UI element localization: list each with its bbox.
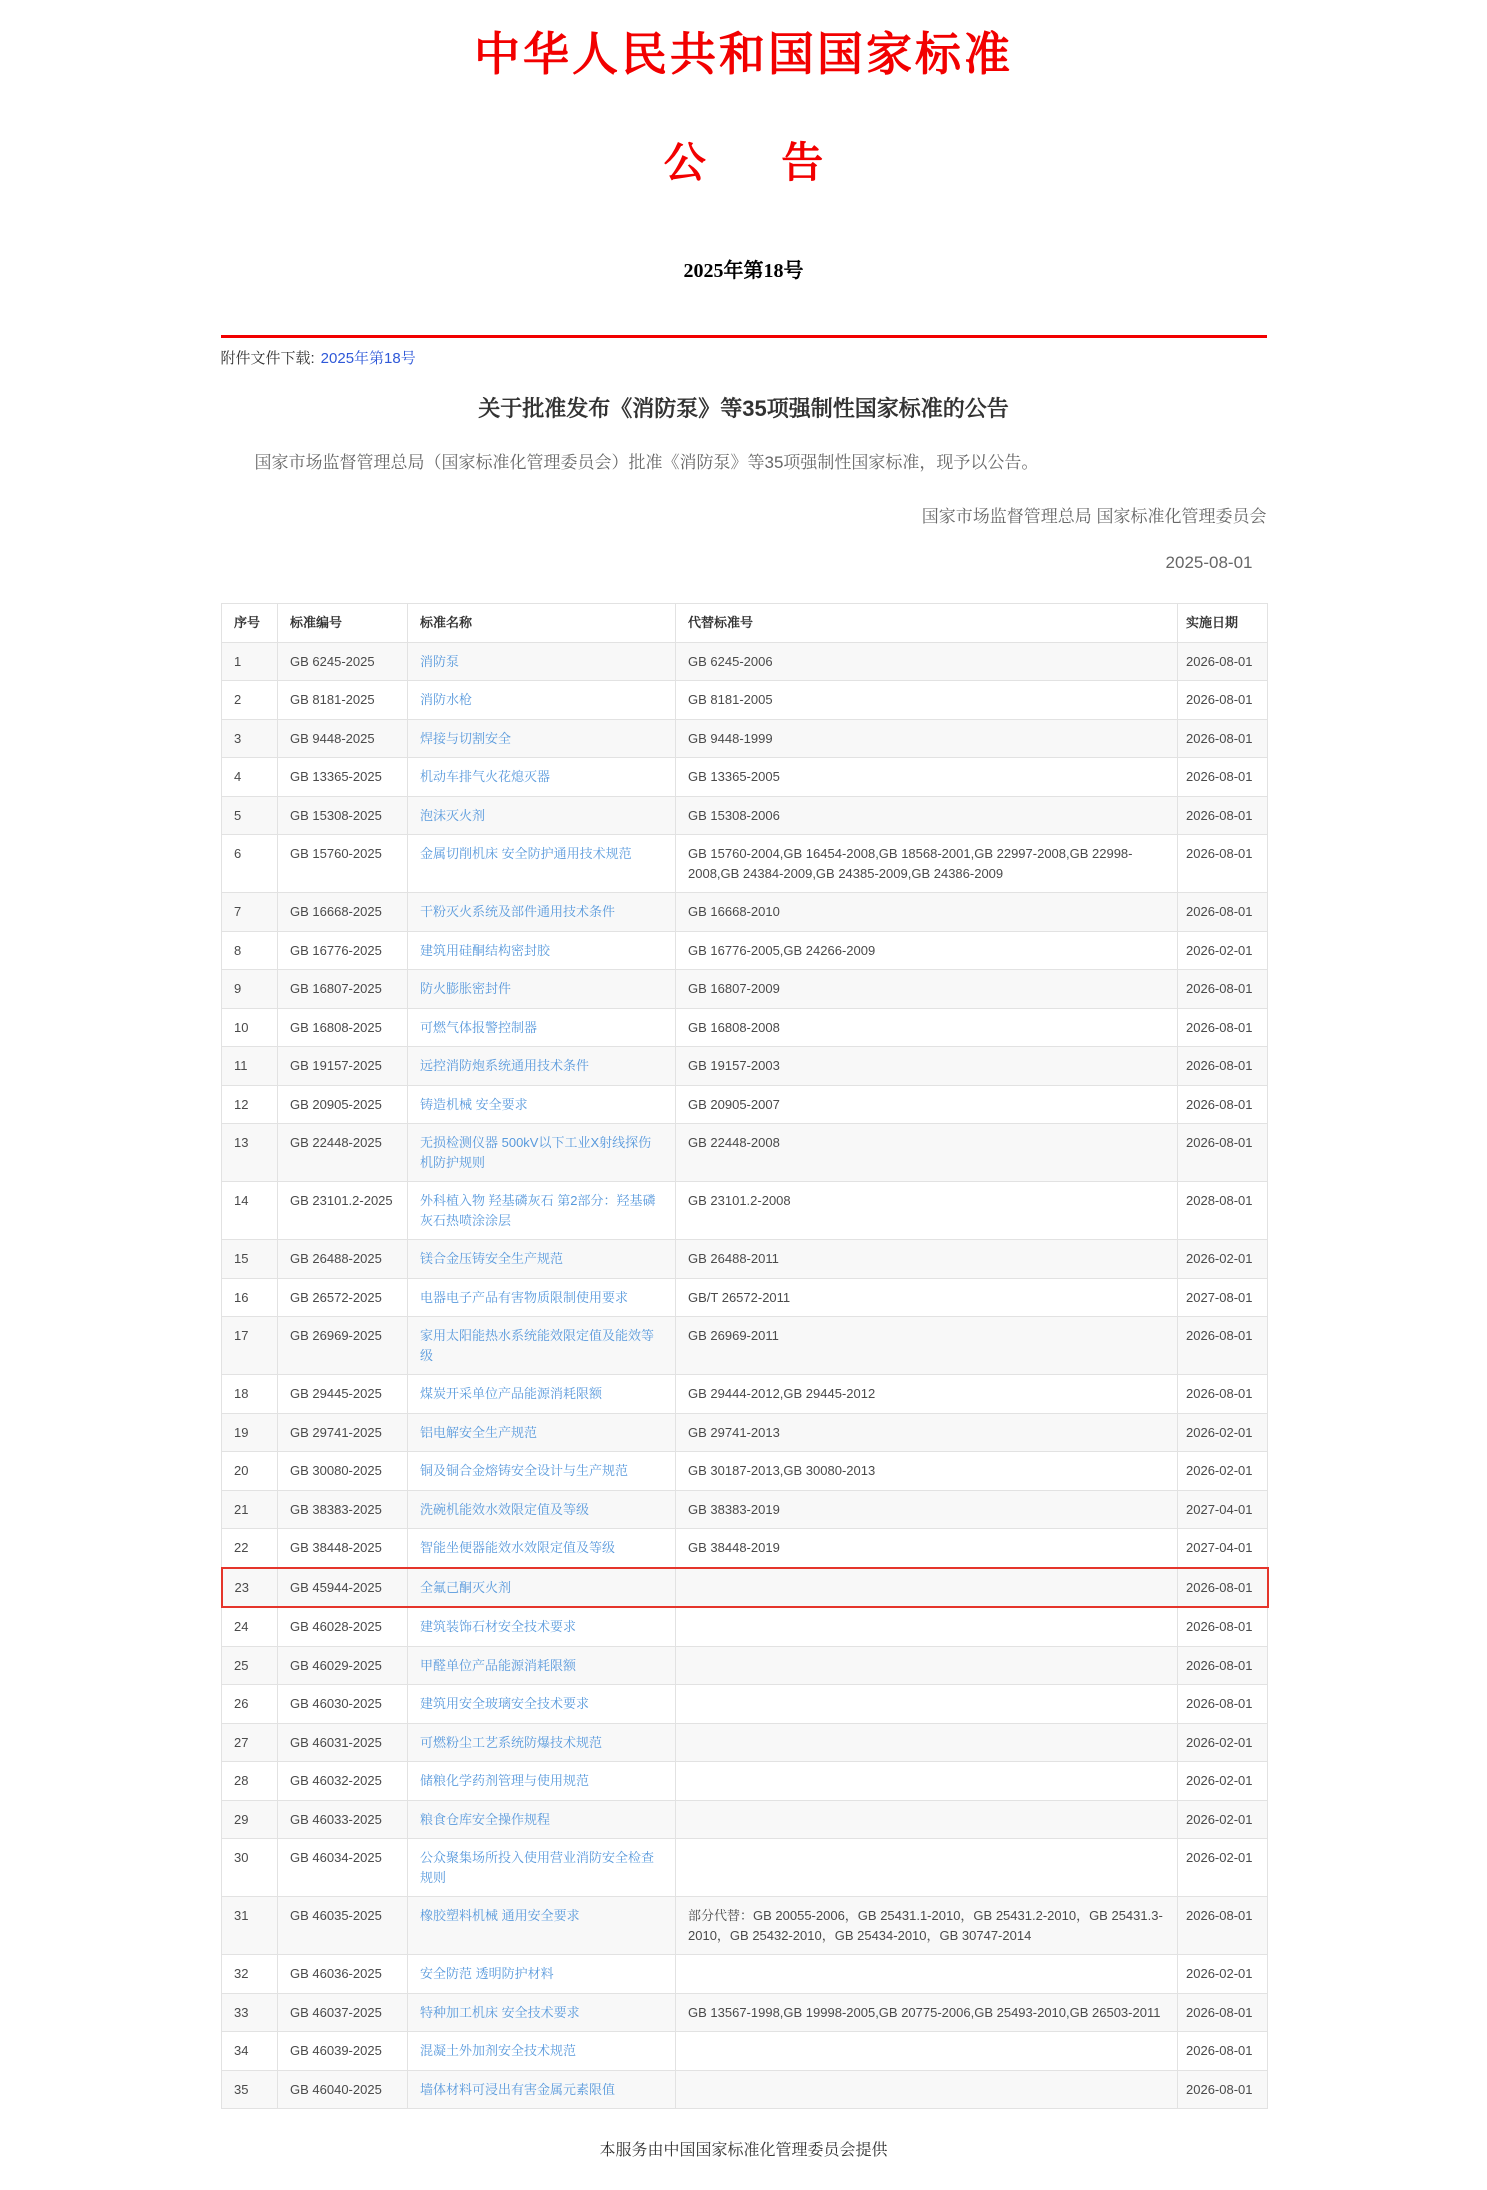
standard-name-cell <box>408 1182 676 1240</box>
implementation-date-cell: 2026-08-01 <box>1178 835 1268 893</box>
replaced-standard-cell: GB 29741-2013 <box>676 1413 1178 1452</box>
standards-table <box>221 603 1269 2109</box>
table-row <box>222 1800 1268 1839</box>
row-number-cell: 17 <box>222 1317 278 1375</box>
row-number-cell: 3 <box>222 719 278 758</box>
implementation-date-cell: 2026-02-01 <box>1178 1452 1268 1491</box>
table-row <box>222 1607 1268 1646</box>
standard-name-cell <box>408 719 676 758</box>
standard-code-cell: GB 16808-2025 <box>278 1008 408 1047</box>
row-number-cell: 31 <box>222 1897 278 1955</box>
row-number-cell: 35 <box>222 2070 278 2109</box>
standard-name-cell <box>408 970 676 1009</box>
standard-name-cell <box>408 1839 676 1897</box>
standard-code-cell: GB 46029-2025 <box>278 1646 408 1685</box>
implementation-date-cell: 2026-08-01 <box>1178 1993 1268 2032</box>
table-row <box>222 1317 1268 1375</box>
table-header-row <box>222 604 1268 643</box>
replaced-standard-cell <box>676 1723 1178 1762</box>
table-row <box>222 1490 1268 1529</box>
standard-name-link[interactable]: 电器电子产品有害物质限制使用要求 <box>420 1289 629 1305</box>
page-subtitle: 公告 <box>663 141 899 187</box>
table-row <box>222 1762 1268 1801</box>
table-row <box>222 642 1268 681</box>
standard-name-cell <box>408 1490 676 1529</box>
standard-name-link[interactable]: 消防泵 <box>420 653 460 669</box>
column-header-name: 标准名称 <box>408 604 676 643</box>
implementation-date-cell: 2026-08-01 <box>1178 893 1268 932</box>
standard-name-link[interactable]: 全氟己酮灭火剂 <box>420 1579 512 1595</box>
divider-rule <box>221 335 1267 338</box>
standard-name-link[interactable]: 可燃粉尘工艺系统防爆技术规范 <box>420 1734 603 1750</box>
row-number-cell: 7 <box>222 893 278 932</box>
standard-name-link[interactable]: 防火膨胀密封件 <box>420 981 512 997</box>
row-number-cell: 20 <box>222 1452 278 1491</box>
replaced-standard-cell: GB 26488-2011 <box>676 1240 1178 1279</box>
standard-name-cell <box>408 1375 676 1414</box>
standard-name-link[interactable]: 干粉灭火系统及部件通用技术条件 <box>420 904 616 920</box>
implementation-date-cell: 2026-08-01 <box>1178 2032 1268 2071</box>
replaced-standard-cell: GB 6245-2006 <box>676 642 1178 681</box>
implementation-date-cell: 2026-08-01 <box>1178 796 1268 835</box>
replaced-standard-cell: GB 19157-2003 <box>676 1047 1178 1086</box>
standard-name-cell <box>408 1529 676 1568</box>
standard-code-cell: GB 20905-2025 <box>278 1085 408 1124</box>
table-row <box>222 2032 1268 2071</box>
column-header-code: 标准编号 <box>278 604 408 643</box>
replaced-standard-cell: GB 16807-2009 <box>676 970 1178 1009</box>
row-number-cell: 13 <box>222 1124 278 1182</box>
standard-name-link[interactable]: 机动车排气火花熄灭器 <box>420 769 551 785</box>
row-number-cell: 32 <box>222 1955 278 1994</box>
standard-name-link[interactable]: 铸造机械 安全要求 <box>420 1096 528 1112</box>
replaced-standard-cell <box>676 2070 1178 2109</box>
implementation-date-cell: 2026-08-01 <box>1178 1607 1268 1646</box>
row-number-cell: 4 <box>222 758 278 797</box>
standard-name-link[interactable]: 特种加工机床 安全技术要求 <box>420 2004 580 2020</box>
table-row <box>222 1413 1268 1452</box>
table-row <box>222 1993 1268 2032</box>
standard-name-link[interactable]: 建筑装饰石材安全技术要求 <box>420 1619 577 1635</box>
column-header-replaces: 代替标准号 <box>676 604 1178 643</box>
standard-name-link[interactable]: 粮食仓库安全操作规程 <box>420 1811 551 1827</box>
implementation-date-cell: 2026-02-01 <box>1178 1413 1268 1452</box>
standard-name-cell <box>408 1955 676 1994</box>
standard-code-cell: GB 46035-2025 <box>278 1897 408 1955</box>
row-number-cell: 11 <box>222 1047 278 1086</box>
replaced-standard-cell: GB 29444-2012,GB 29445-2012 <box>676 1375 1178 1414</box>
standard-name-link[interactable]: 金属切削机床 安全防护通用技术规范 <box>420 846 632 862</box>
implementation-date-cell: 2026-08-01 <box>1178 970 1268 1009</box>
replaced-standard-cell: GB 13567-1998,GB 19998-2005,GB 20775-2006,GB 25493-2010,GB 26503-2011 <box>676 1993 1178 2032</box>
table-row <box>222 1955 1268 1994</box>
standard-code-cell: GB 9448-2025 <box>278 719 408 758</box>
table-row <box>222 1375 1268 1414</box>
table-row <box>222 681 1268 720</box>
standard-name-link[interactable]: 铝电解安全生产规范 <box>420 1424 538 1440</box>
standard-name-cell <box>408 1413 676 1452</box>
standard-name-cell <box>408 835 676 893</box>
row-number-cell: 10 <box>222 1008 278 1047</box>
table-row <box>222 931 1268 970</box>
row-number-cell: 16 <box>222 1278 278 1317</box>
standard-code-cell: GB 46030-2025 <box>278 1685 408 1724</box>
table-row <box>222 719 1268 758</box>
standard-name-cell <box>408 1047 676 1086</box>
standard-name-link[interactable]: 储粮化学药剂管理与使用规范 <box>420 1773 590 1789</box>
standard-name-cell <box>408 796 676 835</box>
table-row <box>222 758 1268 797</box>
standard-name-cell <box>408 1085 676 1124</box>
replaced-standard-cell: GB 16776-2005,GB 24266-2009 <box>676 931 1178 970</box>
replaced-standard-cell: GB 23101.2-2008 <box>676 1182 1178 1240</box>
row-number-cell: 6 <box>222 835 278 893</box>
standard-name-link[interactable]: 甲醛单位产品能源消耗限额 <box>420 1657 577 1673</box>
implementation-date-cell: 2026-08-01 <box>1178 1124 1268 1182</box>
standard-name-link[interactable]: 智能坐便器能效水效限定值及等级 <box>420 1540 616 1556</box>
table-row <box>222 1529 1268 1568</box>
standard-name-link[interactable]: 公众聚集场所投入使用营业消防安全检查规则 <box>420 1850 655 1885</box>
table-row <box>222 970 1268 1009</box>
implementation-date-cell: 2026-08-01 <box>1178 719 1268 758</box>
standard-code-cell: GB 46040-2025 <box>278 2070 408 2109</box>
row-number-cell: 9 <box>222 970 278 1009</box>
standard-name-link[interactable]: 消防水枪 <box>420 692 473 708</box>
page-content <box>221 0 1267 2160</box>
standard-name-link[interactable]: 泡沫灭火剂 <box>420 807 486 823</box>
standard-name-cell <box>408 1568 676 1608</box>
table-row <box>222 1646 1268 1685</box>
replaced-standard-cell <box>676 1646 1178 1685</box>
row-number-cell: 5 <box>222 796 278 835</box>
row-number-cell: 28 <box>222 1762 278 1801</box>
standard-name-link[interactable]: 建筑用硅酮结构密封胶 <box>420 942 551 958</box>
replaced-standard-cell: 部分代替：GB 20055-2006，GB 25431.1-2010，GB 25431.2-2010，GB 25431.3-2010，GB 25432-2010，GB 25434-2010，GB 30747-2014 <box>676 1897 1178 1955</box>
standard-name-cell <box>408 1008 676 1047</box>
row-number-cell: 30 <box>222 1839 278 1897</box>
standard-code-cell: GB 23101.2-2025 <box>278 1182 408 1240</box>
attachment-row <box>221 347 1267 368</box>
standard-name-cell <box>408 1240 676 1279</box>
standard-code-cell: GB 16807-2025 <box>278 970 408 1009</box>
standard-name-cell <box>408 2032 676 2071</box>
table-row <box>222 1723 1268 1762</box>
page-title: 中华人民共和国国家标准 <box>474 29 1013 80</box>
replaced-standard-cell: GB 38383-2019 <box>676 1490 1178 1529</box>
standard-code-cell: GB 26572-2025 <box>278 1278 408 1317</box>
implementation-date-cell: 2026-02-01 <box>1178 931 1268 970</box>
implementation-date-cell: 2026-08-01 <box>1178 1085 1268 1124</box>
footer-note: 本服务由中国国家标准化管理委员会提供 <box>599 2142 888 2160</box>
standard-code-cell: GB 29741-2025 <box>278 1413 408 1452</box>
replaced-standard-cell: GB 22448-2008 <box>676 1124 1178 1182</box>
implementation-date-cell: 2026-02-01 <box>1178 1240 1268 1279</box>
implementation-date-cell: 2027-08-01 <box>1178 1278 1268 1317</box>
replaced-standard-cell: GB/T 26572-2011 <box>676 1278 1178 1317</box>
standard-name-link[interactable]: 橡胶塑料机械 通用安全要求 <box>420 1908 580 1924</box>
replaced-standard-cell <box>676 1800 1178 1839</box>
standard-code-cell: GB 46031-2025 <box>278 1723 408 1762</box>
standard-code-cell: GB 6245-2025 <box>278 642 408 681</box>
standard-code-cell: GB 15308-2025 <box>278 796 408 835</box>
row-number-cell: 2 <box>222 681 278 720</box>
standard-name-link[interactable]: 镁合金压铸安全生产规范 <box>420 1251 564 1267</box>
standard-code-cell: GB 22448-2025 <box>278 1124 408 1182</box>
standard-code-cell: GB 30080-2025 <box>278 1452 408 1491</box>
row-number-cell: 29 <box>222 1800 278 1839</box>
standard-name-link[interactable]: 安全防范 透明防护材料 <box>420 1966 554 1982</box>
standard-name-cell <box>408 1317 676 1375</box>
standard-code-cell: GB 45944-2025 <box>278 1568 408 1608</box>
replaced-standard-cell: GB 20905-2007 <box>676 1085 1178 1124</box>
table-row <box>222 1182 1268 1240</box>
standard-name-link[interactable]: 建筑用安全玻璃安全技术要求 <box>420 1696 590 1712</box>
implementation-date-cell: 2027-04-01 <box>1178 1490 1268 1529</box>
row-number-cell: 12 <box>222 1085 278 1124</box>
table-row <box>222 1240 1268 1279</box>
table-row <box>222 1047 1268 1086</box>
standard-code-cell: GB 46034-2025 <box>278 1839 408 1897</box>
replaced-standard-cell: GB 9448-1999 <box>676 719 1178 758</box>
standard-name-cell <box>408 1646 676 1685</box>
standard-code-cell: GB 26488-2025 <box>278 1240 408 1279</box>
standard-name-link[interactable]: 铜及铜合金熔铸安全设计与生产规范 <box>420 1463 629 1479</box>
replaced-standard-cell: GB 30187-2013,GB 30080-2013 <box>676 1452 1178 1491</box>
standard-name-link[interactable]: 煤炭开采单位产品能源消耗限额 <box>420 1386 603 1402</box>
implementation-date-cell: 2026-08-01 <box>1178 1375 1268 1414</box>
implementation-date-cell: 2026-02-01 <box>1178 1762 1268 1801</box>
standard-name-cell <box>408 1124 676 1182</box>
implementation-date-cell: 2028-08-01 <box>1178 1182 1268 1240</box>
implementation-date-cell: 2026-08-01 <box>1178 2070 1268 2109</box>
row-number-cell: 8 <box>222 931 278 970</box>
row-number-cell: 33 <box>222 1993 278 2032</box>
issuer-line: 国家市场监督管理总局 国家标准化管理委员会 <box>921 507 1267 527</box>
table-row <box>222 893 1268 932</box>
standard-code-cell: GB 46032-2025 <box>278 1762 408 1801</box>
row-number-cell: 18 <box>222 1375 278 1414</box>
standard-name-link[interactable]: 远控消防炮系统通用技术条件 <box>420 1058 590 1074</box>
notice-title: 关于批准发布《消防泵》等35项强制性国家标准的公告 <box>478 396 1009 421</box>
table-row <box>222 796 1268 835</box>
standard-name-cell <box>408 931 676 970</box>
table-row <box>222 1124 1268 1182</box>
replaced-standard-cell <box>676 1607 1178 1646</box>
table-row <box>222 1452 1268 1491</box>
table-row <box>222 1085 1268 1124</box>
standard-code-cell: GB 13365-2025 <box>278 758 408 797</box>
standards-table-body <box>222 642 1268 2109</box>
replaced-standard-cell <box>676 1955 1178 1994</box>
replaced-standard-cell: GB 15308-2006 <box>676 796 1178 835</box>
row-number-cell: 24 <box>222 1607 278 1646</box>
standard-name-link[interactable]: 无损检测仪器 500kV以下工业X射线探伤机防护规则 <box>420 1135 652 1170</box>
implementation-date-cell: 2026-02-01 <box>1178 1955 1268 1994</box>
column-header-no: 序号 <box>222 604 278 643</box>
standard-name-cell <box>408 642 676 681</box>
row-number-cell: 19 <box>222 1413 278 1452</box>
row-number-cell: 26 <box>222 1685 278 1724</box>
replaced-standard-cell: GB 8181-2005 <box>676 681 1178 720</box>
implementation-date-cell: 2026-08-01 <box>1178 1317 1268 1375</box>
implementation-date-cell: 2026-08-01 <box>1178 1897 1268 1955</box>
publish-date: 2025-08-01 <box>1165 553 1253 573</box>
standard-code-cell: GB 16668-2025 <box>278 893 408 932</box>
standard-code-cell: GB 46028-2025 <box>278 1607 408 1646</box>
implementation-date-cell: 2026-08-01 <box>1178 1646 1268 1685</box>
standard-name-link[interactable]: 焊接与切割安全 <box>420 730 512 746</box>
standard-name-cell <box>408 1452 676 1491</box>
standard-name-link[interactable]: 家用太阳能热水系统能效限定值及能效等级 <box>420 1328 655 1363</box>
standard-name-cell <box>408 1800 676 1839</box>
standard-name-link[interactable]: 混凝土外加剂安全技术规范 <box>420 2043 577 2059</box>
row-number-cell: 1 <box>222 642 278 681</box>
column-header-date: 实施日期 <box>1178 604 1268 643</box>
standard-code-cell: GB 38448-2025 <box>278 1529 408 1568</box>
standard-code-cell: GB 26969-2025 <box>278 1317 408 1375</box>
standard-name-cell <box>408 758 676 797</box>
implementation-date-cell: 2026-08-01 <box>1178 1047 1268 1086</box>
standard-name-link[interactable]: 洗碗机能效水效限定值及等级 <box>420 1501 590 1517</box>
notice-body: 国家市场监督管理总局（国家标准化管理委员会）批准《消防泵》等35项强制性国家标准，现予以公告。 <box>254 453 1039 472</box>
row-number-cell: 15 <box>222 1240 278 1279</box>
implementation-date-cell: 2027-04-01 <box>1178 1529 1268 1568</box>
standard-code-cell: GB 46037-2025 <box>278 1993 408 2032</box>
standard-name-link[interactable]: 墙体材料可浸出有害金属元素限值 <box>420 2081 616 2097</box>
standard-name-cell <box>408 1993 676 2032</box>
row-number-cell: 34 <box>222 2032 278 2071</box>
implementation-date-cell: 2026-08-01 <box>1178 681 1268 720</box>
standard-name-cell <box>408 1685 676 1724</box>
table-row <box>222 1568 1268 1608</box>
standard-code-cell: GB 16776-2025 <box>278 931 408 970</box>
standard-name-cell <box>408 893 676 932</box>
replaced-standard-cell <box>676 1762 1178 1801</box>
standard-code-cell: GB 46033-2025 <box>278 1800 408 1839</box>
standard-name-link[interactable]: 外科植入物 羟基磷灰石 第2部分：羟基磷灰石热喷涂涂层 <box>420 1193 656 1228</box>
row-number-cell: 25 <box>222 1646 278 1685</box>
replaced-standard-cell: GB 26969-2011 <box>676 1317 1178 1375</box>
standard-name-cell <box>408 1723 676 1762</box>
table-row <box>222 1008 1268 1047</box>
standard-name-cell <box>408 681 676 720</box>
standard-name-link[interactable]: 可燃气体报警控制器 <box>420 1019 538 1035</box>
replaced-standard-cell <box>676 1839 1178 1897</box>
replaced-standard-cell: GB 15760-2004,GB 16454-2008,GB 18568-2001,GB 22997-2008,GB 22998-2008,GB 24384-2009,GB 24385-2009,GB 24386-2009 <box>676 835 1178 893</box>
implementation-date-cell: 2026-08-01 <box>1178 1568 1268 1608</box>
row-number-cell: 21 <box>222 1490 278 1529</box>
standard-name-cell <box>408 1762 676 1801</box>
attachment-label: 附件文件下载: <box>220 350 315 367</box>
row-number-cell: 23 <box>222 1568 278 1608</box>
row-number-cell: 22 <box>222 1529 278 1568</box>
standard-code-cell: GB 46039-2025 <box>278 2032 408 2071</box>
replaced-standard-cell: GB 16808-2008 <box>676 1008 1178 1047</box>
standard-code-cell: GB 15760-2025 <box>278 835 408 893</box>
replaced-standard-cell <box>676 1685 1178 1724</box>
table-row <box>222 835 1268 893</box>
standard-name-cell <box>408 1278 676 1317</box>
implementation-date-cell: 2026-08-01 <box>1178 1685 1268 1724</box>
implementation-date-cell: 2026-02-01 <box>1178 1839 1268 1897</box>
table-row <box>222 1839 1268 1897</box>
standard-code-cell: GB 38383-2025 <box>278 1490 408 1529</box>
implementation-date-cell: 2026-02-01 <box>1178 1800 1268 1839</box>
replaced-standard-cell: GB 38448-2019 <box>676 1529 1178 1568</box>
standard-code-cell: GB 19157-2025 <box>278 1047 408 1086</box>
standard-code-cell: GB 8181-2025 <box>278 681 408 720</box>
implementation-date-cell: 2026-08-01 <box>1178 1008 1268 1047</box>
standard-name-cell <box>408 2070 676 2109</box>
implementation-date-cell: 2026-08-01 <box>1178 758 1268 797</box>
implementation-date-cell: 2026-02-01 <box>1178 1723 1268 1762</box>
row-number-cell: 14 <box>222 1182 278 1240</box>
standard-code-cell: GB 46036-2025 <box>278 1955 408 1994</box>
replaced-standard-cell <box>676 2032 1178 2071</box>
standard-name-cell <box>408 1607 676 1646</box>
replaced-standard-cell: GB 16668-2010 <box>676 893 1178 932</box>
table-row <box>222 1685 1268 1724</box>
table-row <box>222 1278 1268 1317</box>
standard-name-cell <box>408 1897 676 1955</box>
standard-code-cell: GB 29445-2025 <box>278 1375 408 1414</box>
table-row <box>222 1897 1268 1955</box>
table-row <box>222 2070 1268 2109</box>
replaced-standard-cell <box>676 1568 1178 1608</box>
issue-number: 2025年第18号 <box>683 260 804 282</box>
implementation-date-cell: 2026-08-01 <box>1178 642 1268 681</box>
replaced-standard-cell: GB 13365-2005 <box>676 758 1178 797</box>
attachment-link[interactable]: 2025年第18号 <box>320 350 416 367</box>
row-number-cell: 27 <box>222 1723 278 1762</box>
